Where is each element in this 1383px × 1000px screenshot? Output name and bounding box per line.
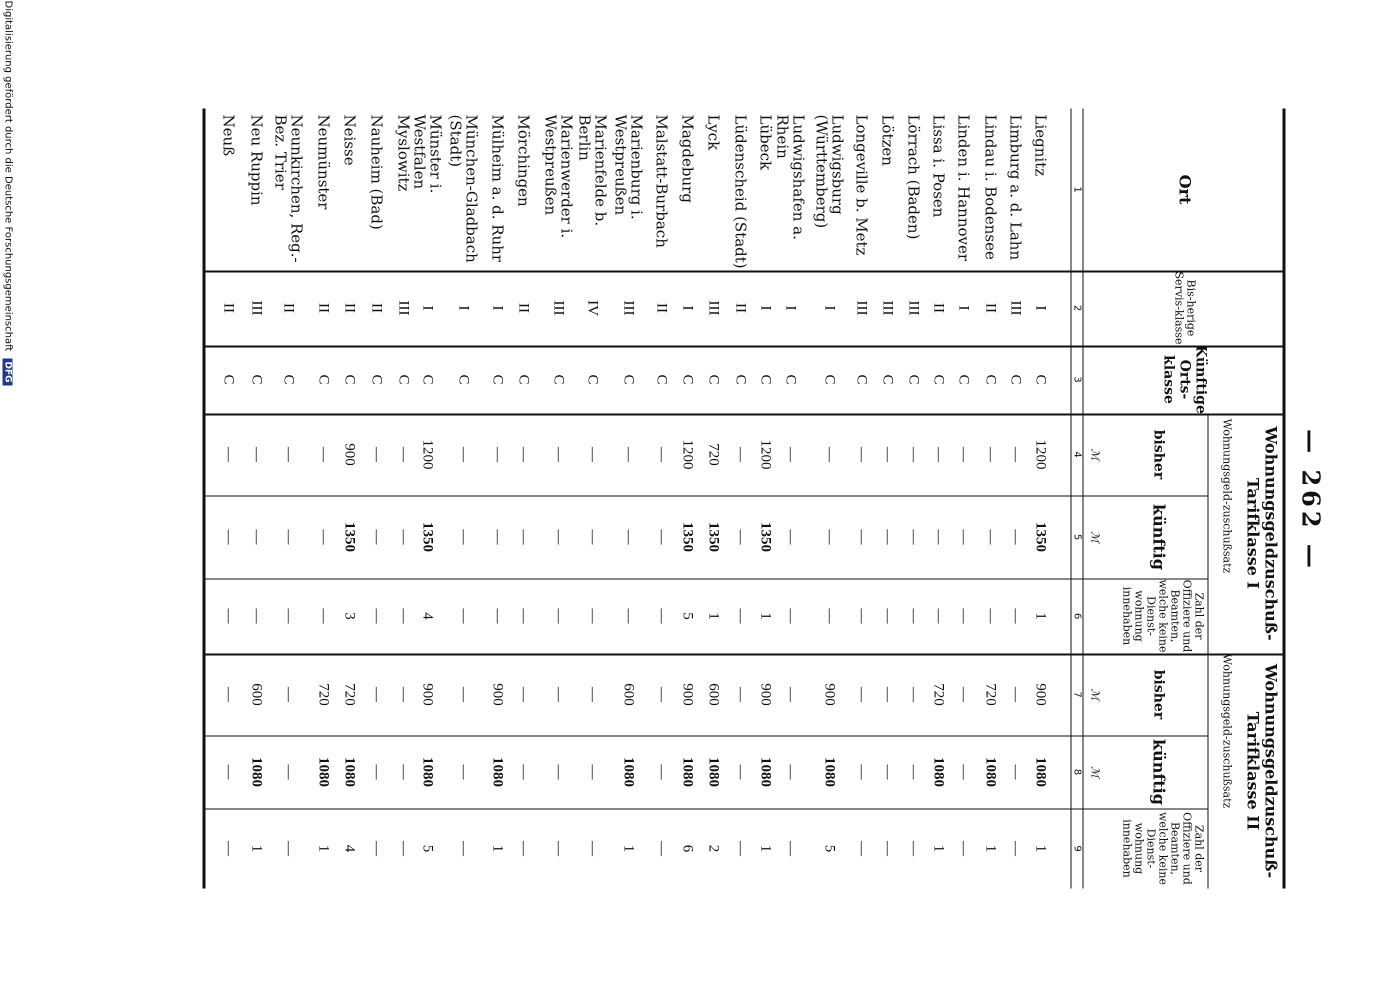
row-t1-k: —: [620, 529, 637, 544]
header-kuenftig-1: künftig: [1149, 503, 1168, 570]
row-t1-k: —: [584, 529, 601, 544]
row-t1-n: —: [905, 608, 922, 623]
row-t2-b: 600: [248, 682, 265, 706]
row-t2-n: —: [455, 840, 472, 856]
row-t1-b: —: [1007, 446, 1024, 462]
row-t1-n: 1: [1032, 611, 1049, 620]
row-bisher: I: [821, 305, 838, 310]
unit-mark: ℳ: [1088, 688, 1102, 700]
row-t1-k: —: [455, 529, 472, 544]
row-t1-b: —: [879, 446, 896, 462]
row-t2-k: 1080: [1032, 756, 1049, 787]
row-t2-b: —: [280, 686, 297, 702]
row-kuenftig: C: [315, 373, 332, 384]
row-t1-b: —: [550, 446, 567, 462]
row-t1-b: 720: [705, 442, 722, 466]
header-kuenftig-2: künftig: [1149, 738, 1168, 805]
footer-text: Digitalisierung gefördert durch die Deutsche Forschungsgemeinschaft: [2, 0, 13, 351]
row-t1-k: 1350: [341, 521, 358, 552]
row-t1-k: —: [515, 529, 532, 544]
row-t2-b: —: [584, 686, 601, 702]
row-t1-k: —: [930, 529, 947, 544]
row-t1-b: —: [782, 446, 799, 462]
row-t1-k: —: [821, 529, 838, 544]
row-t1-k: —: [732, 529, 749, 544]
row-ort: Ludwigshafen a. Rhein: [773, 114, 807, 240]
row-t1-b: —: [280, 446, 297, 462]
row-t1-k: —: [220, 529, 237, 544]
table-bottom-rule: [202, 108, 205, 888]
row-t2-k: —: [395, 764, 412, 779]
row-ort: Myslowitz: [394, 114, 412, 191]
row-t1-b: —: [821, 446, 838, 462]
row-t1-n: 1: [705, 611, 722, 620]
row-ort: Nauheim (Bad): [367, 114, 385, 230]
row-bisher: II: [341, 302, 358, 313]
row-ort: Mörchingen: [514, 114, 532, 207]
row-bisher: II: [982, 302, 999, 313]
row-t2-k: —: [584, 764, 601, 779]
row-t2-k: 1080: [930, 756, 947, 787]
row-t2-n: —: [905, 840, 922, 856]
row-kuenftig: C: [679, 373, 696, 384]
row-t2-b: —: [550, 686, 567, 702]
row-ort: Ludwigsburg (Württemberg): [812, 114, 846, 228]
row-t2-n: —: [879, 840, 896, 856]
row-t2-k: 1080: [757, 756, 774, 787]
row-t1-b: 900: [341, 442, 358, 466]
row-kuenftig: C: [341, 373, 358, 384]
row-t2-k: —: [515, 764, 532, 779]
row-ort: Münster i. Westfalen: [410, 114, 444, 193]
row-ort: Magdeburg: [678, 114, 696, 203]
row-t2-n: 2: [705, 844, 722, 852]
row-bisher: III: [879, 300, 896, 315]
row-bisher: I: [1032, 305, 1049, 310]
dfg-badge: DFG: [2, 358, 12, 385]
row-t1-k: —: [395, 529, 412, 544]
row-t1-n: —: [782, 608, 799, 623]
row-t2-b: —: [853, 686, 870, 702]
row-t1-n: —: [1007, 608, 1024, 623]
row-ort: Neu Ruppin: [247, 114, 265, 206]
row-t2-k: 1080: [705, 756, 722, 787]
row-bisher: II: [280, 302, 297, 313]
header-bisher-2: bisher: [1150, 669, 1166, 719]
row-t1-k: —: [368, 529, 385, 544]
row-ort: Marienfelde b. Berlin: [575, 114, 609, 226]
row-t2-b: 720: [930, 682, 947, 706]
row-t1-n: —: [455, 608, 472, 623]
column-number: 7: [1071, 690, 1083, 698]
row-kuenftig: C: [879, 373, 896, 384]
row-t1-k: 1350: [705, 521, 722, 552]
row-ort: Neunkirchen, Reg.-Bez. Trier: [271, 114, 305, 263]
row-t1-n: —: [879, 608, 896, 623]
row-t2-n: 1: [757, 844, 774, 852]
row-t2-n: 1: [930, 844, 947, 852]
row-kuenftig: C: [620, 373, 637, 384]
row-t1-b: —: [982, 446, 999, 462]
row-t1-n: —: [489, 608, 506, 623]
column-header-kuenftige-klasse: Künftige Orts-klasse: [1160, 344, 1208, 414]
row-ort: Lötzen: [878, 114, 896, 166]
row-t2-n: —: [653, 840, 670, 856]
row-t2-k: —: [1007, 764, 1024, 779]
header-bisher-1: bisher: [1150, 429, 1166, 479]
row-t2-n: —: [395, 840, 412, 856]
row-kuenftig: C: [489, 373, 506, 384]
row-t1-k: —: [550, 529, 567, 544]
group-subheader-1: Wohnungsgeld-zuschußsatz: [1220, 418, 1233, 573]
row-bisher: I: [757, 305, 774, 310]
row-ort: Neuß: [219, 114, 237, 156]
row-t2-n: 1: [248, 844, 265, 852]
row-t2-k: —: [905, 764, 922, 779]
row-t1-k: 1350: [419, 521, 436, 552]
row-ort: Limburg a. d. Lahn: [1006, 114, 1024, 260]
row-t2-n: —: [732, 840, 749, 856]
row-t2-n: —: [220, 840, 237, 856]
row-t2-n: —: [853, 840, 870, 856]
row-t2-n: —: [368, 840, 385, 856]
row-t1-n: —: [955, 608, 972, 623]
row-t2-b: —: [1007, 686, 1024, 702]
row-t1-n: —: [821, 608, 838, 623]
row-t2-b: —: [395, 686, 412, 702]
row-t1-b: —: [955, 446, 972, 462]
row-t2-b: 600: [705, 682, 722, 706]
row-kuenftig: C: [955, 373, 972, 384]
row-t1-n: —: [220, 608, 237, 623]
row-t1-b: —: [515, 446, 532, 462]
column-header-ort: Ort: [1175, 174, 1194, 204]
row-t2-b: 720: [982, 682, 999, 706]
row-t2-b: —: [515, 686, 532, 702]
row-kuenftig: C: [584, 373, 601, 384]
row-ort: Mülheim a. d. Ruhr: [488, 114, 506, 262]
group-subheader-2: Wohnungsgeld-zuschußsatz: [1220, 653, 1233, 808]
row-t1-n: —: [584, 608, 601, 623]
row-t1-k: 1350: [679, 521, 696, 552]
row-kuenftig: C: [248, 373, 265, 384]
row-bisher: III: [248, 300, 265, 315]
row-t2-b: —: [455, 686, 472, 702]
row-t2-k: 1080: [489, 756, 506, 787]
row-ort: Lüdenscheid (Stadt): [731, 114, 749, 269]
row-t2-k: 1080: [982, 756, 999, 787]
unit-mark: ℳ: [1088, 530, 1102, 543]
row-t2-k: —: [550, 764, 567, 779]
column-number: 5: [1071, 533, 1083, 540]
row-bisher: III: [620, 300, 637, 315]
row-t2-b: —: [220, 686, 237, 702]
row-t1-n: 3: [341, 611, 358, 620]
row-t1-n: —: [653, 608, 670, 623]
row-t1-k: —: [489, 529, 506, 544]
row-t2-k: 1080: [315, 756, 332, 787]
row-bisher: II: [653, 302, 670, 313]
row-t1-b: 1200: [679, 439, 696, 469]
row-t2-b: 900: [489, 682, 506, 706]
row-t2-k: —: [782, 764, 799, 779]
row-t1-b: —: [853, 446, 870, 462]
row-bisher: II: [732, 302, 749, 313]
group-header-tarifklasse-1: Wohnungsgeldzuschuß-Tarifklasse I: [1243, 425, 1280, 641]
row-t1-n: —: [315, 608, 332, 623]
row-bisher: III: [395, 300, 412, 315]
row-kuenftig: C: [419, 373, 436, 384]
row-ort: München-Gladbach (Stadt): [446, 114, 480, 263]
row-t2-b: —: [782, 686, 799, 702]
row-t1-n: —: [853, 608, 870, 623]
row-ort: Neisse: [340, 114, 358, 166]
row-t2-b: 900: [679, 682, 696, 706]
row-t1-k: —: [248, 529, 265, 544]
row-t2-b: —: [905, 686, 922, 702]
row-t1-n: —: [515, 608, 532, 623]
row-bisher: II: [515, 302, 532, 313]
row-t2-b: 900: [419, 682, 436, 706]
row-t2-b: —: [653, 686, 670, 702]
row-t2-k: 1080: [679, 756, 696, 787]
row-t1-b: 1200: [1032, 439, 1049, 469]
row-t1-b: —: [620, 446, 637, 462]
row-kuenftig: C: [1032, 373, 1049, 384]
row-ort: Marienburg i. Westpreußen: [611, 114, 645, 220]
row-kuenftig: C: [515, 373, 532, 384]
row-kuenftig: C: [821, 373, 838, 384]
row-t1-n: 1: [757, 611, 774, 620]
unit-mark: ℳ: [1088, 765, 1102, 778]
page-number: — 262 —: [1296, 428, 1325, 572]
row-t1-b: —: [930, 446, 947, 462]
column-number: 6: [1071, 612, 1083, 619]
row-t1-n: —: [732, 608, 749, 623]
row-bisher: I: [489, 305, 506, 310]
row-t1-n: —: [368, 608, 385, 623]
row-t2-n: —: [1007, 840, 1024, 856]
row-t2-n: —: [515, 840, 532, 856]
row-t2-n: 5: [419, 844, 436, 852]
row-t1-n: 5: [679, 611, 696, 620]
row-t1-n: —: [982, 608, 999, 623]
row-ort: Lissa i. Posen: [929, 114, 947, 217]
row-t1-k: 1350: [757, 521, 774, 552]
row-kuenftig: C: [653, 373, 670, 384]
row-t2-n: 1: [1032, 844, 1049, 852]
row-ort: Lindau i. Bodensee: [981, 114, 999, 260]
row-t1-b: —: [395, 446, 412, 462]
row-bisher: III: [705, 300, 722, 315]
row-kuenftig: C: [280, 373, 297, 384]
row-t2-k: —: [879, 764, 896, 779]
row-t2-k: —: [280, 764, 297, 779]
column-header-bisherige-klasse: Bis-herige Servis-klasse: [1172, 271, 1197, 344]
column-number: 1: [1071, 185, 1083, 193]
row-t1-b: —: [368, 446, 385, 462]
row-t2-k: 1080: [341, 756, 358, 787]
row-bisher: I: [782, 305, 799, 310]
footer: [2, 0, 13, 1000]
row-t2-n: 1: [315, 844, 332, 852]
row-ort: Lyck: [704, 114, 722, 150]
row-ort: Neumünster: [314, 114, 332, 209]
row-bisher: I: [679, 305, 696, 310]
row-t2-k: —: [653, 764, 670, 779]
row-t2-k: 1080: [419, 756, 436, 787]
row-t2-b: 900: [757, 682, 774, 706]
row-t1-b: —: [248, 446, 265, 462]
row-t1-b: —: [489, 446, 506, 462]
row-t1-b: 1200: [419, 439, 436, 469]
row-ort: Longeville b. Metz: [852, 114, 870, 255]
row-t2-n: 5: [821, 844, 838, 852]
row-t2-b: 900: [821, 682, 838, 706]
row-kuenftig: C: [368, 373, 385, 384]
row-t1-k: 1350: [1032, 521, 1049, 552]
row-kuenftig: C: [395, 373, 412, 384]
row-kuenftig: C: [930, 373, 947, 384]
row-t2-k: —: [368, 764, 385, 779]
row-ort: Linden i. Hannover: [954, 114, 972, 261]
group-header-tarifklasse-2: Wohnungsgeldzuschuß-Tarifklasse II: [1243, 663, 1280, 878]
row-ort: Marienwerder i. Westpreußen: [541, 114, 575, 238]
row-t1-n: —: [620, 608, 637, 623]
row-t2-k: 1080: [248, 756, 265, 787]
row-t1-k: —: [1007, 529, 1024, 544]
row-kuenftig: C: [455, 373, 472, 384]
row-t1-k: —: [653, 529, 670, 544]
row-t1-n: —: [930, 608, 947, 623]
row-t1-n: —: [395, 608, 412, 623]
row-ort: Malstatt-Burbach: [652, 114, 670, 248]
row-t1-k: —: [982, 529, 999, 544]
row-bisher: III: [1007, 300, 1024, 315]
row-bisher: III: [905, 300, 922, 315]
row-t1-b: —: [584, 446, 601, 462]
row-t1-b: —: [220, 446, 237, 462]
row-t2-b: —: [368, 686, 385, 702]
row-t2-n: —: [782, 840, 799, 856]
row-t2-k: 1080: [821, 756, 838, 787]
row-kuenftig: C: [853, 373, 870, 384]
row-t1-b: —: [905, 446, 922, 462]
header-count-1: Zahl der Offiziere und Beamten, welche keine Dienst-wohnung innehaben: [1120, 579, 1205, 652]
column-number: 3: [1071, 375, 1083, 383]
row-ort: Liegnitz: [1031, 114, 1049, 176]
row-kuenftig: C: [732, 373, 749, 384]
row-t1-n: —: [280, 608, 297, 623]
row-t2-k: —: [220, 764, 237, 779]
row-t2-n: 1: [489, 844, 506, 852]
row-kuenftig: C: [905, 373, 922, 384]
unit-mark: ℳ: [1088, 448, 1102, 460]
row-bisher: III: [853, 300, 870, 315]
row-t1-k: —: [955, 529, 972, 544]
column-number: 8: [1071, 768, 1083, 775]
row-t1-n: —: [550, 608, 567, 623]
row-t2-b: 720: [341, 682, 358, 706]
row-t2-b: —: [955, 686, 972, 702]
row-t2-n: 4: [341, 844, 358, 852]
column-number: 2: [1071, 304, 1083, 311]
row-t1-k: —: [853, 529, 870, 544]
row-t2-b: 600: [620, 682, 637, 706]
row-bisher: II: [220, 302, 237, 313]
row-bisher: IV: [584, 299, 601, 316]
row-t1-b: —: [315, 446, 332, 462]
row-ort: Lörrach (Baden): [904, 114, 922, 239]
row-t2-n: —: [584, 840, 601, 856]
row-bisher: I: [955, 305, 972, 310]
row-t2-k: —: [853, 764, 870, 779]
row-t2-k: —: [955, 764, 972, 779]
row-t1-b: 1200: [757, 439, 774, 469]
row-t2-b: 900: [1032, 682, 1049, 706]
row-t2-n: —: [550, 840, 567, 856]
row-t2-n: 6: [679, 844, 696, 852]
row-kuenftig: C: [220, 373, 237, 384]
row-t2-k: —: [455, 764, 472, 779]
row-kuenftig: C: [705, 373, 722, 384]
row-t1-k: —: [905, 529, 922, 544]
row-t1-k: —: [280, 529, 297, 544]
row-t2-n: —: [280, 840, 297, 856]
row-t1-b: —: [455, 446, 472, 462]
row-t1-b: —: [653, 446, 670, 462]
row-bisher: III: [550, 300, 567, 315]
row-kuenftig: C: [1007, 373, 1024, 384]
row-ort: Lübeck: [756, 114, 774, 170]
row-bisher: I: [419, 305, 436, 310]
row-t1-b: —: [732, 446, 749, 462]
row-t2-k: —: [732, 764, 749, 779]
row-t2-b: —: [879, 686, 896, 702]
column-number: 4: [1071, 450, 1083, 458]
row-kuenftig: C: [782, 373, 799, 384]
row-t1-k: —: [315, 529, 332, 544]
row-t2-n: 1: [620, 844, 637, 852]
row-kuenftig: C: [757, 373, 774, 384]
row-t2-b: —: [732, 686, 749, 702]
row-t1-k: —: [879, 529, 896, 544]
column-number: 9: [1071, 844, 1083, 852]
row-t1-k: —: [782, 529, 799, 544]
row-t1-n: —: [248, 608, 265, 623]
row-kuenftig: C: [550, 373, 567, 384]
row-bisher: I: [455, 305, 472, 310]
header-count-2: Zahl der Offiziere und Beamten, welche keine Dienst-wohnung innehaben: [1120, 811, 1205, 885]
row-kuenftig: C: [982, 373, 999, 384]
row-t2-n: 1: [982, 844, 999, 852]
row-t2-n: —: [955, 840, 972, 856]
row-bisher: II: [315, 302, 332, 313]
row-t1-n: 4: [419, 611, 436, 620]
row-bisher: II: [930, 302, 947, 313]
row-bisher: II: [368, 302, 385, 313]
row-t2-b: 720: [315, 682, 332, 706]
row-t2-k: 1080: [620, 756, 637, 787]
